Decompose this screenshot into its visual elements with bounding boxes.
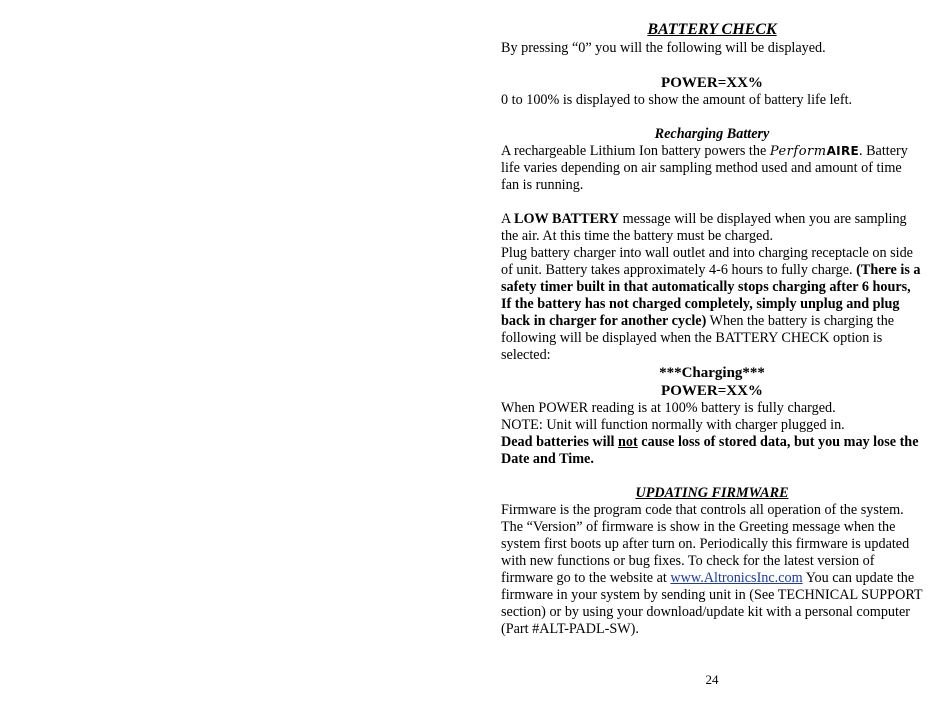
section-title-battery-check: BATTERY CHECK	[647, 21, 777, 38]
recharging-p1-end: . Battery life varies depending on air sampling method used and amount of time fan is running.	[501, 143, 908, 193]
low-battery-p-end: message will be displayed when you are sampling the air. At this time the battery must be charged.	[501, 211, 907, 244]
power-description: 0 to 100% is displayed to show the amount of battery life left.	[501, 92, 853, 108]
subsection-title-recharging: Recharging Battery	[654, 126, 770, 142]
safety-timer-note: (There is a safety timer built in that automatically stops charging after 6 hours, If the battery has not charged completely, simply unplug and plug back in charger for another cycle)	[501, 262, 921, 329]
charging-p-start: Plug battery charger into wall outlet and into charging receptacle on side of unit. Battery takes approximately 4-6 hours to fully charge.	[501, 245, 913, 278]
document-column	[501, 20, 923, 638]
firmware-p-start: Firmware is the program code that controls all operation of the system. The “Version” of firmware is show in the Greeting message when the system first boots up after turn on. Periodically this firmware is updated with new functions or bug fixes. To check for the latest version of firmware go to the website at	[501, 502, 910, 586]
section-title-updating-firmware: UPDATING FIRMWARE	[635, 485, 789, 501]
dead-battery-warning	[501, 434, 923, 468]
page-number: 24	[705, 672, 719, 687]
recharging-paragraph-1	[501, 143, 923, 194]
battery-check-intro: By pressing “0” you will the following will be displayed.	[501, 40, 826, 56]
brand-name-aire: AIRE	[826, 144, 859, 158]
firmware-paragraph	[501, 502, 923, 638]
low-battery-p-start: A	[501, 211, 515, 227]
charger-note: NOTE: Unit will function normally with charger plugged in.	[501, 417, 845, 433]
recharging-p1-start: A rechargeable Lithium Ion battery powers the	[501, 143, 770, 159]
warning-end: cause loss of stored data, but you may lose the Date and Time.	[501, 434, 919, 467]
warning-start: Dead batteries will	[501, 434, 619, 450]
low-battery-term: LOW BATTERY	[514, 211, 620, 227]
firmware-p-end: You can update the firmware in your system by sending unit in (See TECHNICAL SUPPORT section) or by using your download/update kit with a personal computer (Part #ALT-PADL-SW).	[501, 570, 923, 637]
charging-power-display-text: POWER=XX%	[661, 383, 763, 399]
brand-name-perform: Perform	[769, 144, 827, 159]
charging-p-end: When the battery is charging the following will be displayed when the BATTERY CHECK option is selected:	[501, 313, 895, 363]
low-battery-paragraph	[501, 211, 923, 245]
fully-charged-note: When POWER reading is at 100% battery is fully charged.	[501, 400, 836, 416]
website-link[interactable]: www.AltronicsInc.com	[670, 570, 803, 586]
charging-display-text: ***Charging***	[659, 365, 765, 381]
power-display-text: POWER=XX%	[661, 75, 763, 91]
charging-instructions-paragraph	[501, 245, 923, 364]
warning-not: not	[618, 434, 638, 450]
